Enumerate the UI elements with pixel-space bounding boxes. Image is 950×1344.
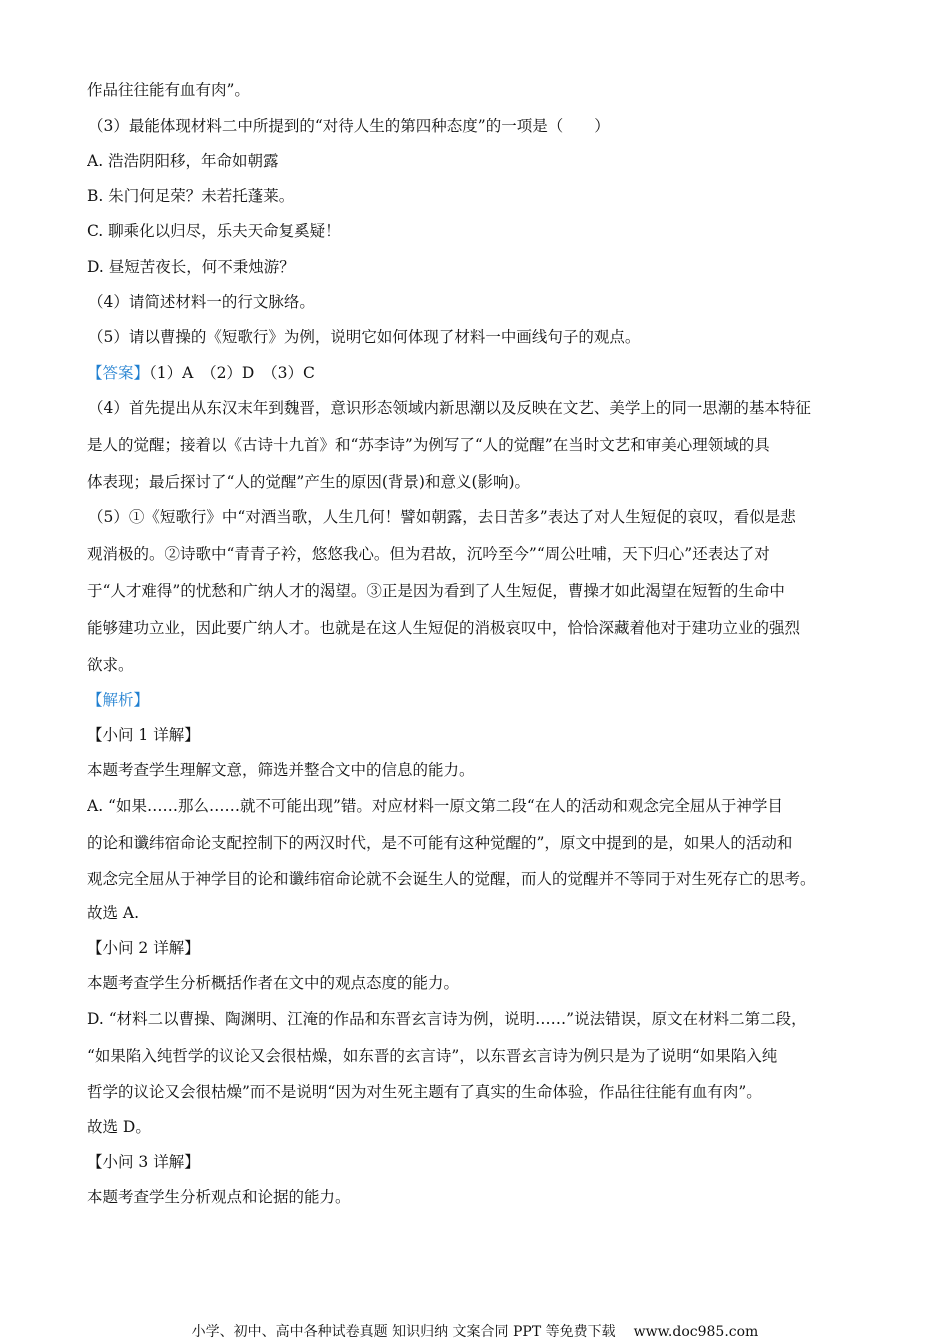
question-5: （5）请以曹操的《短歌行》为例，说明它如何体现了材料一中画线句子的观点。 — [88, 328, 641, 346]
option-d: D. 昼短苦夜长，何不秉烛游？ — [87, 258, 295, 276]
subquestion-1-heading: 【小问 1 详解】 — [87, 726, 200, 744]
footer-url: www.doc985.com — [633, 1324, 759, 1340]
option-c: C. 聊乘化以归尽，乐夫天命复奚疑！ — [87, 222, 341, 240]
analysis-line: 本题考查学生分析概括作者在文中的观点态度的能力。 — [87, 974, 460, 992]
question-3: （3）最能体现材料二中所提到的“对待人生的第四种态度”的一项是（ ） — [88, 117, 610, 135]
answer-choices: （1）A （2）D （3）C — [149, 364, 315, 382]
answer-5-line: 能够建功立业，因此要广纳人才。也就是在这人生短促的消极哀叹中，恰恰深藏着他对于建功立业的强烈 — [87, 619, 801, 637]
analysis-line: 本题考查学生理解文意，筛选并整合文中的信息的能力。 — [87, 761, 475, 779]
option-a: A. 浩浩阴阳移，年命如朝露 — [87, 152, 279, 170]
answer-5-line: 观消极的。②诗歌中“青青子衿，悠悠我心。但为君故，沉吟至今”“周公吐哺，天下归心”还表达了对 — [87, 545, 770, 563]
analysis-line: 哲学的议论又会很枯燥”而不是说明“因为对生死主题有了真实的生命体验，作品往往能有血有肉”。 — [87, 1083, 762, 1101]
question-4: （4）请简述材料一的行文脉络。 — [88, 293, 315, 311]
analysis-line: 故选 D。 — [87, 1118, 151, 1136]
analysis-line: 观念完全屈从于神学目的论和谶纬宿命论就不会诞生人的觉醒，而人的觉醒并不等同于对生死存亡的思考。 — [87, 870, 816, 888]
text-line: 作品往往能有血有肉”。 — [87, 81, 250, 99]
answer-5-line: 欲求。 — [87, 656, 134, 674]
subquestion-2-heading: 【小问 2 详解】 — [87, 939, 200, 957]
answer-4-line: 是人的觉醒；接着以《古诗十九首》和“苏李诗”为例写了“人的觉醒”在当时文艺和审美心理领域的具 — [87, 436, 770, 454]
answer-tag: 【答案】 — [87, 364, 150, 382]
analysis-line: 故选 A. — [87, 904, 140, 922]
page-footer — [0, 1323, 950, 1341]
answer-5-line: （5）①《短歌行》中“对酒当歌，人生几何！譬如朝露，去日苦多”表达了对人生短促的哀叹，看似是悲 — [88, 508, 796, 526]
subquestion-3-heading: 【小问 3 详解】 — [87, 1153, 200, 1171]
answer-line — [87, 363, 877, 383]
analysis-line: 本题考查学生分析观点和论据的能力。 — [87, 1188, 351, 1206]
answer-4-line: 体表现；最后探讨了“人的觉醒”产生的原因(背景)和意义(影响)。 — [87, 473, 531, 491]
answer-5-line: 于“人才难得”的忧愁和广纳人才的渴望。③正是因为看到了人生短促，曹操才如此渴望在短暂的生命中 — [87, 582, 785, 600]
analysis-line: A. “如果……那么……就不可能出现”错。对应材料一原文第二段“在人的活动和观念完全屈从于神学目 — [87, 797, 783, 815]
analysis-line: 的论和谶纬宿命论支配控制下的两汉时代，是不可能有这种觉醒的”，原文中提到的是，如果人的活动和 — [87, 834, 793, 852]
analysis-line: “如果陷入纯哲学的议论又会很枯燥，如东晋的玄言诗”，以东晋玄言诗为例只是为了说明“如果陷入纯 — [87, 1047, 778, 1065]
analysis-tag: 【解析】 — [87, 691, 150, 709]
analysis-line: D. “材料二以曹操、陶渊明、江淹的作品和东晋玄言诗为例，说明……”说法错误，原文在材料二第二段， — [87, 1010, 807, 1028]
option-b: B. 朱门何足荣？未若托蓬莱。 — [87, 187, 295, 205]
answer-4-line: （4）首先提出从东汉末年到魏晋，意识形态领域内新思潮以及反映在文艺、美学上的同一思潮的基本特征 — [88, 399, 811, 417]
footer-text: 小学、初中、高中各种试卷真题 知识归纳 文案合同 PPT 等免费下载 — [191, 1324, 616, 1340]
